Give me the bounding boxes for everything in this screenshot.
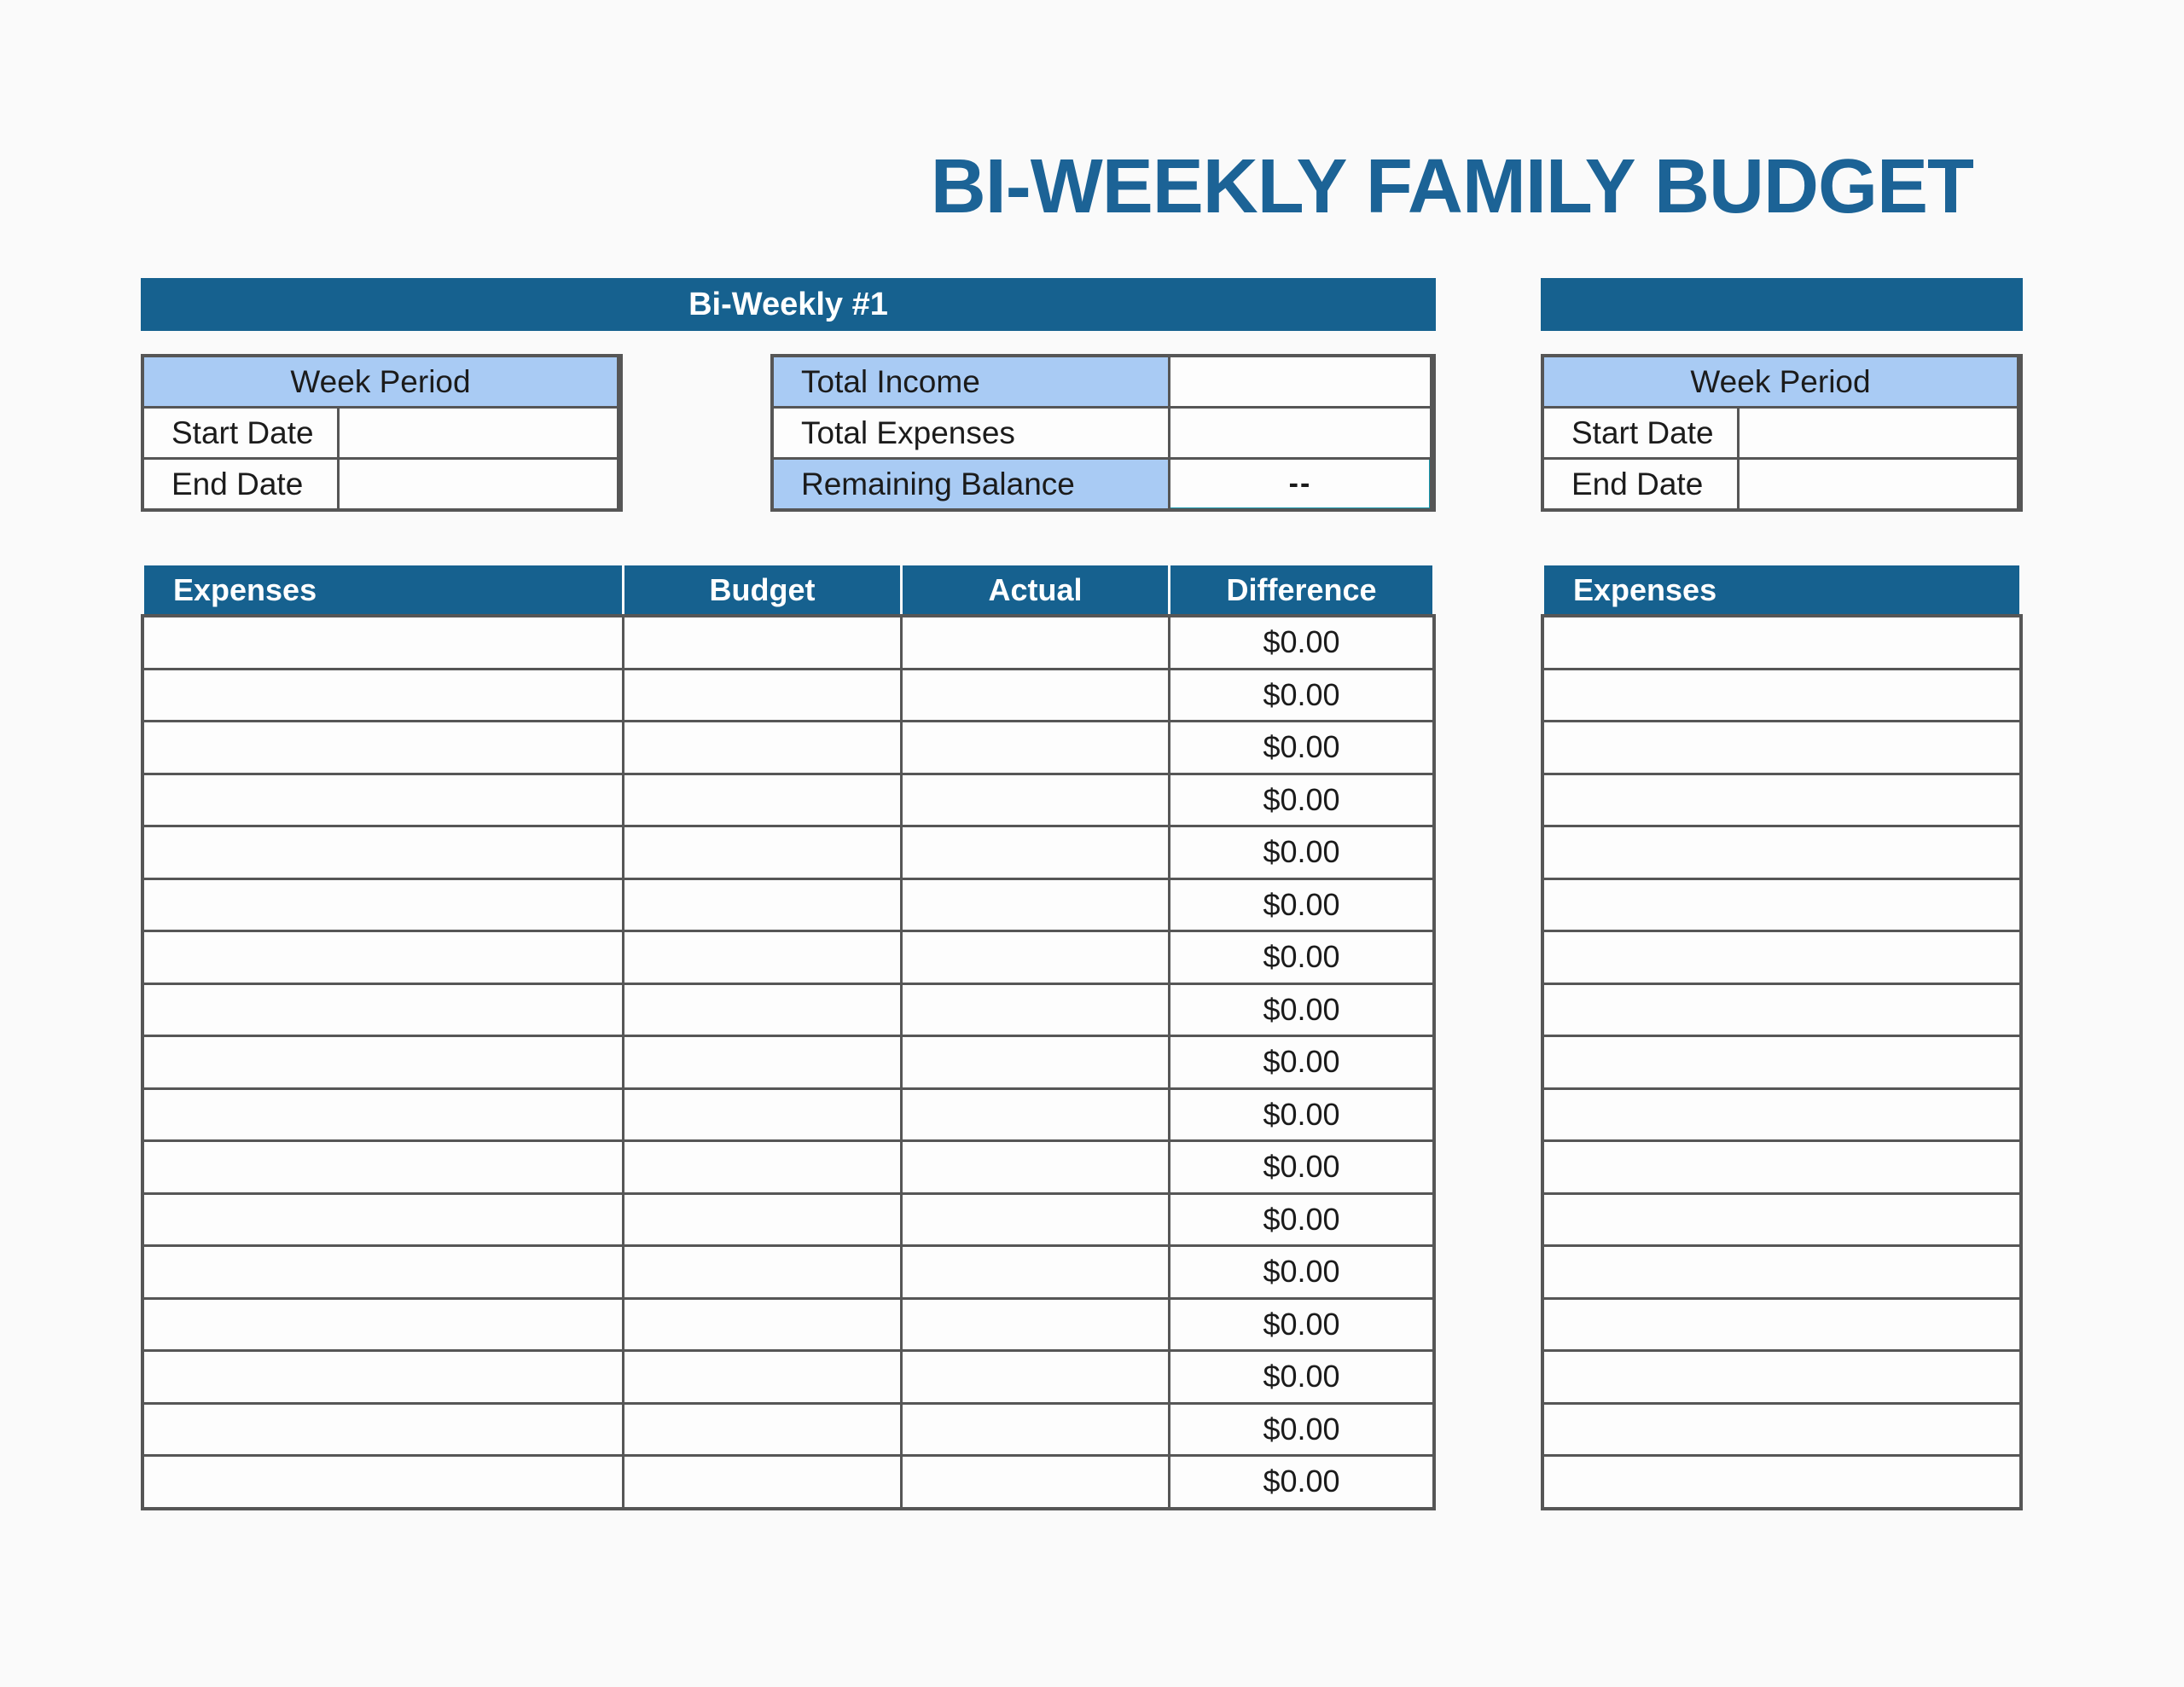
page-title: BI-WEEKLY FAMILY BUDGET <box>930 144 1973 229</box>
expense-name-cell[interactable] <box>144 932 622 983</box>
difference-cell[interactable]: $0.00 <box>1170 1352 1432 1402</box>
budget-cell[interactable] <box>624 1090 900 1140</box>
expense-table-right-body <box>1541 614 2023 1510</box>
difference-cell[interactable]: $0.00 <box>1170 1457 1432 1507</box>
expense-table-left <box>141 565 1436 1510</box>
expense-name-cell-right[interactable] <box>1544 932 2019 983</box>
actual-cell[interactable] <box>903 1457 1168 1507</box>
actual-cell[interactable] <box>903 1405 1168 1455</box>
expense-name-cell-right[interactable] <box>1544 1405 2019 1455</box>
expense-name-cell-right[interactable] <box>1544 617 2019 668</box>
budget-cell[interactable] <box>624 932 900 983</box>
expense-table-right <box>1541 565 2023 1510</box>
difference-cell[interactable]: $0.00 <box>1170 1300 1432 1350</box>
expense-name-cell[interactable] <box>144 1142 622 1192</box>
actual-cell[interactable] <box>903 880 1168 930</box>
difference-cell[interactable]: $0.00 <box>1170 985 1432 1035</box>
budget-cell[interactable] <box>624 1457 900 1507</box>
summary-box <box>770 354 1436 512</box>
expense-name-cell[interactable] <box>144 985 622 1035</box>
expense-table-left-body <box>141 614 1436 1510</box>
budget-cell[interactable] <box>624 1247 900 1297</box>
expense-name-cell-right[interactable] <box>1544 1247 2019 1297</box>
start-date-label-right: Start Date <box>1544 409 1737 457</box>
expense-name-cell[interactable] <box>144 775 622 826</box>
expense-name-cell[interactable] <box>144 1195 622 1245</box>
expense-name-cell-right[interactable] <box>1544 1090 2019 1140</box>
difference-cell[interactable]: $0.00 <box>1170 932 1432 983</box>
end-date-label-left: End Date <box>144 460 337 508</box>
biweekly-1-header-bar <box>141 278 1436 331</box>
actual-cell[interactable] <box>903 1142 1168 1192</box>
difference-cell[interactable]: $0.00 <box>1170 617 1432 668</box>
total-expenses-value-cell[interactable] <box>1170 409 1430 457</box>
week-period-title-left: Week Period <box>144 357 617 406</box>
expense-name-cell-right[interactable] <box>1544 1142 2019 1192</box>
difference-cell[interactable]: $0.00 <box>1170 722 1432 773</box>
expense-name-cell[interactable] <box>144 1405 622 1455</box>
actual-cell[interactable] <box>903 722 1168 773</box>
budget-cell[interactable] <box>624 1300 900 1350</box>
budget-cell[interactable] <box>624 1195 900 1245</box>
difference-cell[interactable]: $0.00 <box>1170 1037 1432 1087</box>
expense-name-cell-right[interactable] <box>1544 1352 2019 1402</box>
budget-cell[interactable] <box>624 985 900 1035</box>
expense-name-cell-right[interactable] <box>1544 1457 2019 1507</box>
budget-cell[interactable] <box>624 1142 900 1192</box>
expense-name-cell-right[interactable] <box>1544 1300 2019 1350</box>
actual-cell[interactable] <box>903 1090 1168 1140</box>
budget-cell[interactable] <box>624 827 900 878</box>
week-period-box-right <box>1541 354 2023 512</box>
expense-name-cell[interactable] <box>144 722 622 773</box>
budget-cell[interactable] <box>624 775 900 826</box>
expense-name-cell-right[interactable] <box>1544 985 2019 1035</box>
difference-cell[interactable]: $0.00 <box>1170 1142 1432 1192</box>
budget-cell[interactable] <box>624 880 900 930</box>
expenses-column-header-right: Expenses <box>1544 565 2019 614</box>
biweekly-1-header-label: Bi-Weekly #1 <box>688 286 888 322</box>
budget-cell[interactable] <box>624 1352 900 1402</box>
budget-cell[interactable] <box>624 670 900 721</box>
expense-name-cell[interactable] <box>144 1247 622 1297</box>
expense-name-cell-right[interactable] <box>1544 670 2019 721</box>
end-date-value-cell-left[interactable] <box>340 460 617 508</box>
actual-cell[interactable] <box>903 670 1168 721</box>
difference-cell[interactable]: $0.00 <box>1170 1090 1432 1140</box>
actual-cell[interactable] <box>903 1195 1168 1245</box>
difference-cell[interactable]: $0.00 <box>1170 827 1432 878</box>
total-expenses-label: Total Expenses <box>774 409 1168 457</box>
expense-name-cell[interactable] <box>144 1090 622 1140</box>
actual-column-header: Actual <box>903 565 1168 614</box>
end-date-value-cell-right[interactable] <box>1740 460 2017 508</box>
expense-name-cell[interactable] <box>144 617 622 668</box>
expense-name-cell-right[interactable] <box>1544 1037 2019 1087</box>
actual-cell[interactable] <box>903 1247 1168 1297</box>
difference-column-header: Difference <box>1170 565 1432 614</box>
expense-table-right-header-row <box>1541 565 2023 614</box>
expense-table-left-header-row <box>141 565 1436 614</box>
expense-name-cell[interactable] <box>144 827 622 878</box>
actual-cell[interactable] <box>903 932 1168 983</box>
expense-name-cell-right[interactable] <box>1544 1195 2019 1245</box>
week-period-title-right: Week Period <box>1544 357 2017 406</box>
budget-cell[interactable] <box>624 722 900 773</box>
start-date-value-cell-left[interactable] <box>340 409 617 457</box>
expense-name-cell-right[interactable] <box>1544 880 2019 930</box>
difference-cell[interactable]: $0.00 <box>1170 1247 1432 1297</box>
budget-cell[interactable] <box>624 617 900 668</box>
total-income-label: Total Income <box>774 357 1168 406</box>
actual-cell[interactable] <box>903 617 1168 668</box>
actual-cell[interactable] <box>903 827 1168 878</box>
actual-cell[interactable] <box>903 985 1168 1035</box>
expenses-column-header: Expenses <box>144 565 622 614</box>
expense-name-cell[interactable] <box>144 1300 622 1350</box>
end-date-label-right: End Date <box>1544 460 1737 508</box>
expense-name-cell-right[interactable] <box>1544 775 2019 826</box>
difference-cell[interactable]: $0.00 <box>1170 670 1432 721</box>
actual-cell[interactable] <box>903 1352 1168 1402</box>
expense-name-cell[interactable] <box>144 1352 622 1402</box>
difference-cell[interactable]: $0.00 <box>1170 1405 1432 1455</box>
budget-cell[interactable] <box>624 1037 900 1087</box>
week-period-box-left <box>141 354 623 512</box>
expense-name-cell[interactable] <box>144 1457 622 1507</box>
total-income-value-cell[interactable] <box>1170 357 1430 406</box>
start-date-value-cell-right[interactable] <box>1740 409 2017 457</box>
remaining-balance-value-cell[interactable]: -- <box>1170 460 1430 508</box>
expense-name-cell[interactable] <box>144 670 622 721</box>
actual-cell[interactable] <box>903 1300 1168 1350</box>
difference-cell[interactable]: $0.00 <box>1170 1195 1432 1245</box>
expense-name-cell-right[interactable] <box>1544 827 2019 878</box>
actual-cell[interactable] <box>903 1037 1168 1087</box>
start-date-label-left: Start Date <box>144 409 337 457</box>
remaining-balance-label: Remaining Balance <box>774 460 1168 508</box>
expense-name-cell-right[interactable] <box>1544 722 2019 773</box>
budget-cell[interactable] <box>624 1405 900 1455</box>
difference-cell[interactable]: $0.00 <box>1170 775 1432 826</box>
budget-column-header: Budget <box>624 565 900 614</box>
expense-name-cell[interactable] <box>144 880 622 930</box>
difference-cell[interactable]: $0.00 <box>1170 880 1432 930</box>
biweekly-2-header-bar <box>1541 278 2023 331</box>
actual-cell[interactable] <box>903 775 1168 826</box>
expense-name-cell[interactable] <box>144 1037 622 1087</box>
